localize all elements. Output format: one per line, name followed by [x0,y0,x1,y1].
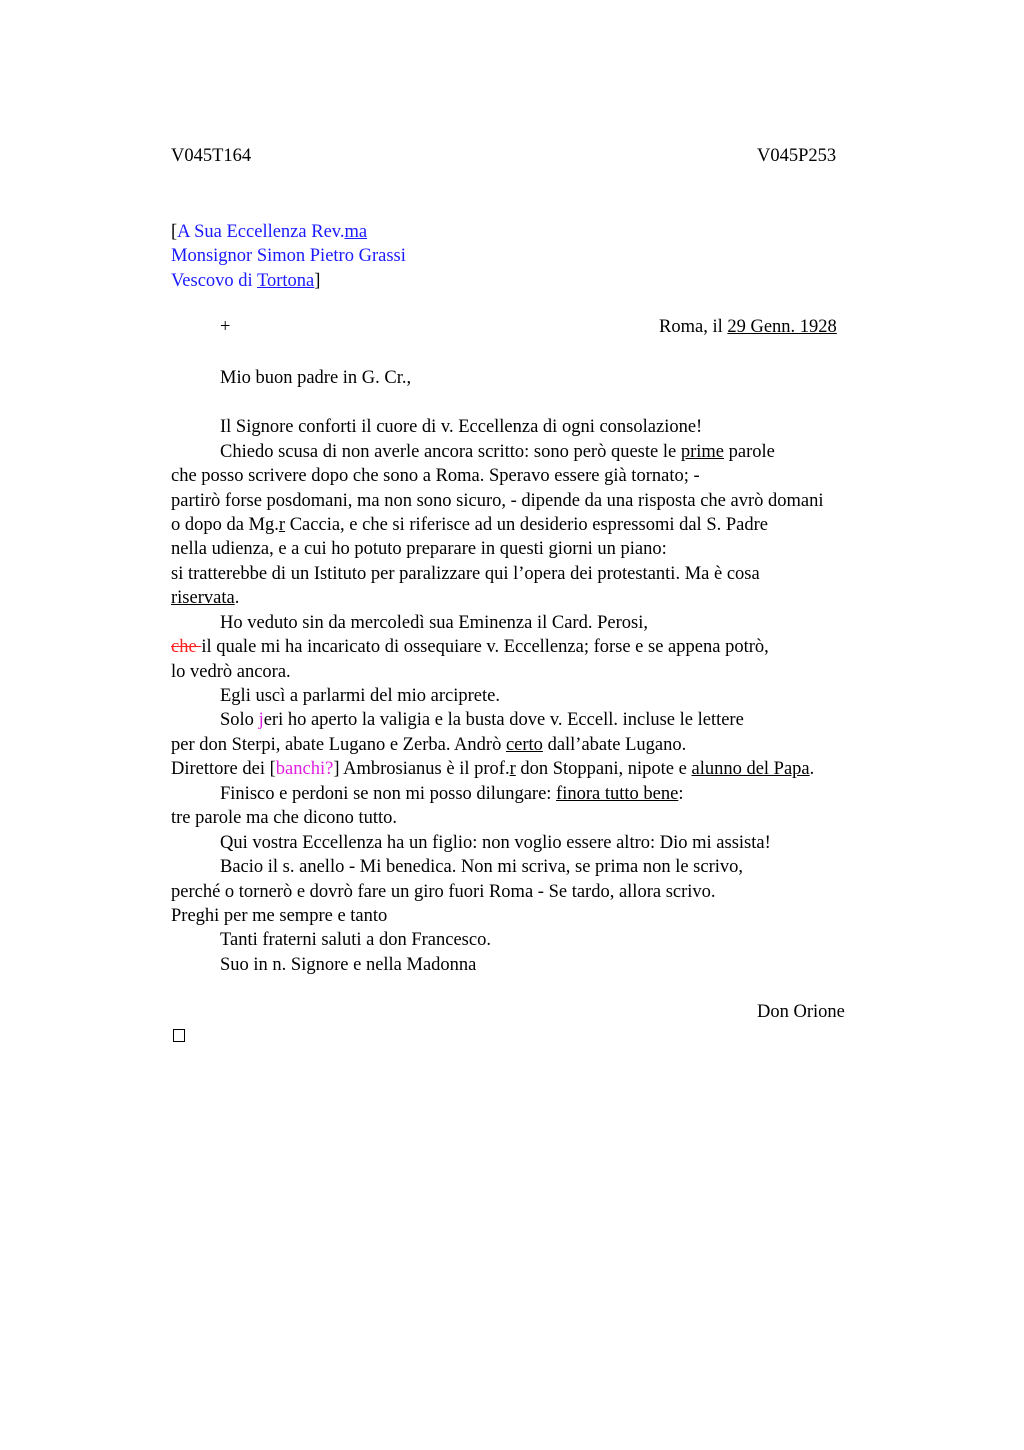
body-line [220,708,744,732]
underlined-text: r [509,759,516,779]
underlined-text: prime [680,442,724,462]
text: Direttore dei [ [171,759,276,779]
body-line: lo vedrò ancora. [171,662,291,682]
underlined-text: certo [505,735,543,755]
body-line: Suo in n. Signore e nella Madonna [220,955,477,975]
dateline-date: 29 Genn. 1928 [727,317,837,337]
dateline [659,317,837,338]
text: ] Ambrosianus è il prof. [333,759,510,779]
body-line [171,586,239,610]
body-line [220,782,683,806]
body-line: nella udienza, e a cui ho potuto preparare in questi giorni un piano: [171,539,667,559]
signature: Don Orione [757,1002,845,1022]
address-line-1 [171,220,367,244]
text: dall’abate Lugano. [542,735,687,755]
bracket-open: [ [171,222,178,242]
cross-symbol: + [220,317,231,337]
dateline-place: Roma, il [659,317,728,337]
underlined-text: finora tutto bene [556,784,679,804]
body-line: tre parole ma che dicono tutto. [171,808,398,828]
body-line [171,635,769,659]
address-place: Tortona [257,271,315,291]
text: Caccia, e che si riferisce ad un desiderio espressomi dal S. Padre [285,515,768,535]
address-title: A Sua Eccellenza Rev. [177,222,345,242]
text: . [234,588,240,608]
text: Chiedo scusa di non averle ancora scritto: sono però queste le [220,442,681,462]
text: Finisco e perdoni se non mi posso dilungare: [220,784,557,804]
text: . [809,759,815,779]
body-line: Egli uscì a parlarmi del mio arciprete. [220,686,500,706]
body-line [171,513,768,537]
body-line: Il Signore conforti il cuore di v. Eccellenza di ogni consolazione! [220,417,703,437]
text: per don Sterpi, abate Lugano e Zerba. Andrò [171,735,506,755]
body-line: Ho veduto sin da mercoledì sua Eminenza il Card. Perosi, [220,613,648,633]
end-marker-box-icon [173,1029,185,1042]
body-line [171,757,814,781]
document-code-left: V045T164 [171,146,252,166]
body-line: perché o tornerò e dovrò fare un giro fuori Roma - Se tardo, allora scrivo. [171,882,716,902]
body-line: Tanti fraterni saluti a don Francesco. [220,930,491,950]
text: Solo [220,710,259,730]
underlined-text: r [278,515,286,535]
deleted-text: che [171,637,202,657]
text: parole [723,442,775,462]
text: o dopo da Mg. [171,515,279,535]
underlined-text: riservata [171,588,235,608]
body-line [220,440,775,464]
salutation: Mio buon padre in G. Cr., [220,368,412,388]
address-line-3 [171,269,320,293]
document-code-right: V045P253 [757,146,837,166]
address-role: Vescovo di [171,271,257,291]
body-line: partirò forse posdomani, ma non sono sicuro, - dipende da una risposta che avrò domani [171,491,824,511]
body-line: Qui vostra Eccellenza ha un figlio: non voglio essere altro: Dio mi assista! [220,833,771,853]
body-line: si tratterebbe di un Istituto per paralizzare qui l’opera dei protestanti. Ma è cosa [171,564,760,584]
uncertain-text: banchi? [275,759,334,779]
body-line: che posso scrivere dopo che sono a Roma. Speravo essere già tornato; - [171,466,700,486]
uncertain-text: j [258,710,264,730]
text: : [678,784,684,804]
bracket-close: ] [314,271,321,291]
text: don Stoppani, nipote e [515,759,692,779]
text: il quale mi ha incaricato di ossequiare v. Eccellenza; forse e se appena potrò, [201,637,769,657]
address-abbrev: ma [344,222,368,242]
body-line: Bacio il s. anello - Mi benedica. Non mi scriva, se prima non le scrivo, [220,857,744,877]
text: eri ho aperto la valigia e la busta dove v. Eccell. incluse le lettere [263,710,744,730]
address-line-2: Monsignor Simon Pietro Grassi [171,246,406,266]
underlined-text: alunno del Papa [691,759,810,779]
body-line: Preghi per me sempre e tanto [171,906,388,926]
body-line [171,733,686,757]
